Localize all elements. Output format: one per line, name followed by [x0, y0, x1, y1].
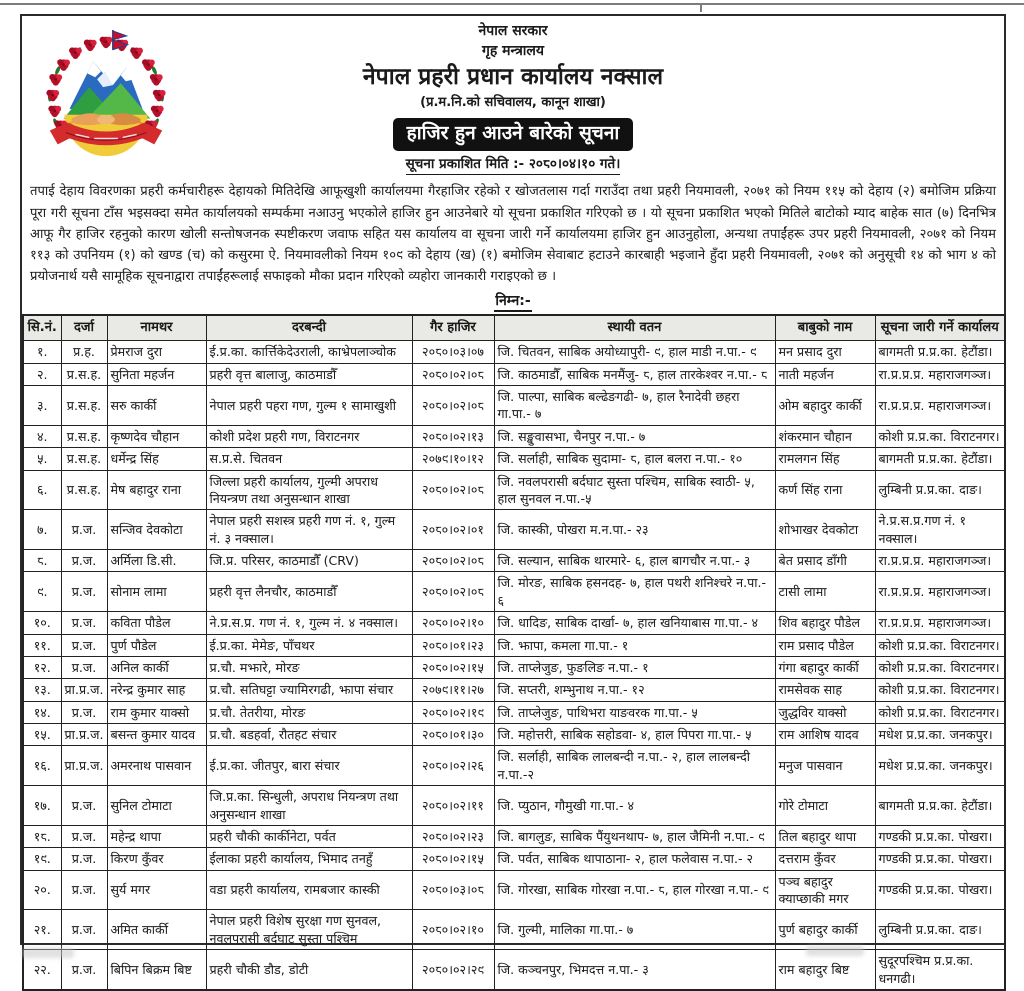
- table-cell: बागमती प्र.प्र.का. हेटौंडा।: [875, 341, 1005, 363]
- table-cell: जि. गोरखा, साबिक गोरखा न.पा.- ८, हाल गोरखा न.पा.- ९: [494, 870, 775, 910]
- table-cell: २०८०।०२।०८: [412, 572, 494, 612]
- table-cell: २०८०।०२।०८: [412, 470, 494, 510]
- table-cell: जि. प्युठान, गौमुखी गा.पा.- ४: [494, 786, 775, 826]
- table-cell: २२.: [23, 950, 61, 990]
- table-cell: राम कुमार याक्सो: [107, 701, 206, 723]
- table-cell: १८.: [23, 825, 61, 847]
- table-cell: प्र.ह.: [61, 341, 107, 363]
- table-cell: कोशी प्र.प्र.का. विराटनगर।: [875, 425, 1005, 447]
- table-cell: लुम्बिनी प्र.प्र.का. दाङ।: [875, 470, 1005, 510]
- table-cell: मधेश प्र.प्र.का. जनकपुर।: [875, 746, 1005, 786]
- table-cell: प्रेमराज दुरा: [107, 341, 206, 363]
- table-cell: २०७९।१०।१२: [412, 448, 494, 470]
- table-cell: बागमती प्र.प्र.का. हेटौंडा।: [875, 786, 1005, 826]
- office-name: नेपाल प्रहरी प्रधान कार्यालय नक्साल: [362, 64, 664, 91]
- table-cell: शंकरमान चौहान: [775, 425, 875, 447]
- table-cell: ११.: [23, 634, 61, 656]
- table-cell: जिल्ला प्रहरी कार्यालय, गुल्मी अपराध नियन्त्रण तथा अनुसन्धान शाखा: [206, 470, 412, 510]
- table-cell: प्रहरी चौकी डौड, डोटी: [206, 950, 412, 990]
- table-cell: रा.प्र.प्र.प्र. महाराजगञ्ज।: [875, 550, 1005, 572]
- table-cell: जि. झापा, कमला गा.पा.- १: [494, 634, 775, 656]
- table-row: [23, 550, 1005, 572]
- table-cell: कविता पौडेल: [107, 612, 206, 634]
- table-cell: २०८०।०३।०८: [412, 870, 494, 910]
- table-cell: जि. महोत्तरी, साबिक सहोडवा- ४, हाल पिपरा गा.पा.- ५: [494, 724, 775, 746]
- ministry-name: गृह मन्त्रालय: [481, 43, 545, 60]
- table-cell: अमित कार्की: [107, 910, 206, 950]
- table-cell: दत्तराम कुँवर: [775, 848, 875, 870]
- table-cell: सुनिल टोमाटा: [107, 786, 206, 826]
- table-row: [23, 386, 1005, 426]
- table-cell: २०८०।०२।०८: [412, 363, 494, 385]
- table-cell: वडा प्रहरी कार्यालय, रामबजार कास्की: [206, 870, 412, 910]
- table-cell: ई.प्र.का. कार्त्तिकेदेउराली, काभ्रेपलाञ्चोक: [206, 341, 412, 363]
- table-cell: लुम्बिनी प्र.प्र.का. दाङ।: [875, 910, 1005, 950]
- table-cell: प्र.ज.: [61, 572, 107, 612]
- government-name: नेपाल सरकार: [478, 23, 548, 39]
- table-row: [23, 425, 1005, 447]
- table-cell: २०८०।०२।१५: [412, 848, 494, 870]
- table-cell: १९.: [23, 848, 61, 870]
- table-cell: अर्मिला डि.सी.: [107, 550, 206, 572]
- table-cell: २०८०।०२।०१: [412, 510, 494, 550]
- table-cell: नेपाल प्रहरी पहरा गण, गुल्म १ सामाखुशी: [206, 386, 412, 426]
- table-cell: जि. सर्लाही, साबिक सुदामा- ८, हाल बलरा न.पा.- १०: [494, 448, 775, 470]
- scan-artifact-tick: [700, 3, 702, 12]
- table-cell: जि. धादिङ, साबिक दार्खा- ७, हाल खनियाबास गा.पा.- ४: [494, 612, 775, 634]
- table-row: [23, 470, 1005, 510]
- table-cell: २०८०।०२।१३: [412, 425, 494, 447]
- table-cell: जि. नवलपरासी बर्दघाट सुस्ता पश्चिम, साबिक स्वाठी- ५, हाल सुनवल न.पा.-५: [494, 470, 775, 510]
- table-cell: ई.प्र.का. जीतपुर, बारा संचार: [206, 746, 412, 786]
- table-cell: कोशी प्र.प्र.का. विराटनगर।: [875, 634, 1005, 656]
- table-cell: रामलगन सिंह: [775, 448, 875, 470]
- notice-table-body: [23, 341, 1005, 990]
- notice-paragraph: तपाई देहाय विवरणका प्रहरी कर्मचारीहरू देहायको मितिदेखि आफूखुशी कार्यालयमा गैरहाजिर रहेको र खोजतलास गर्दा गराउँदा तथा प्रहरी नियमावली, २०७१ को नियम ११५ को देहाय (२) बमोजिम प्रक्रिया पूरा गरी सूचना टाँस भइसक्दा समेत कार्यालयको सम्पर्कमा नआउनु भएकोले हाजिर हुन आउनेबारे यो सूचना प्रकाशित गरिएको छ । यो सूचना प्रकाशित भएको मितिले बाटोको म्याद बाहेक सात (७) दिनभित्र आफू गैर हाजिर रहनुको कारण खोली सन्तोषजनक स्पष्टीकरण जवाफ सहित यस कार्यालय वा सूचना जारी गर्ने कार्यालयमा हाजिर हुन आउनुहोला, अन्यथा तपाईंहरू उपर प्रहरी नियमावली, २०७१ को नियम ११३ को उपनियम (१) को खण्ड (च) को कसुरमा ऐ. नियमावलीको नियम १०९ को देहाय (ख) (१) बमोजिम सेवाबाट हटाउने कारबाही भइजाने हुँदा प्रहरी नियमावली, २०७१ को अनुसूची १४ को भाग ४ को प्रयोजनार्थ यसै सामूहिक सूचनाद्वारा तपाईंहरूलाई सफाइको मौका प्रदान गरिएको व्यहोरा जानकारी गराइएको छ ।: [30, 184, 996, 285]
- table-cell: प्र.स.ह.: [61, 363, 107, 385]
- scan-artifact-smudge: [22, 948, 74, 958]
- absentee-table: [22, 314, 1006, 991]
- table-cell: तिल बहादुर थापा: [775, 825, 875, 847]
- table-cell: मनुज पासवान: [775, 746, 875, 786]
- table-cell: प्र.ज.: [61, 786, 107, 826]
- table-cell: ६.: [23, 470, 61, 510]
- table-cell: प्रहरी वृत्त लैनचौर, काठमाडौँ: [206, 572, 412, 612]
- table-cell: प्र.ज.: [61, 510, 107, 550]
- table-cell: २.: [23, 363, 61, 385]
- table-cell: नाती महर्जन: [775, 363, 875, 385]
- table-cell: प्र.ज.: [61, 612, 107, 634]
- table-cell: सुनिता महर्जन: [107, 363, 206, 385]
- table-cell: प्र.ज.: [61, 656, 107, 678]
- table-cell: ईलाका प्रहरी कार्यालय, भिमाद तनहुँ: [206, 848, 412, 870]
- table-row: [23, 746, 1005, 786]
- table-cell: प्र.ज.: [61, 701, 107, 723]
- table-cell: प्र.चौ. मझारे, मोरङ: [206, 656, 412, 678]
- table-row: [23, 701, 1005, 723]
- table-cell: २०८०।०१।३०: [412, 724, 494, 746]
- table-cell: २०८०।०२।२३: [412, 825, 494, 847]
- table-row: [23, 656, 1005, 678]
- table-cell: जि. कञ्चनपुर, भिमदत्त न.पा.- ३: [494, 950, 775, 990]
- table-row: [23, 825, 1005, 847]
- table-cell: १४.: [23, 701, 61, 723]
- table-cell: प्र.स.ह.: [61, 425, 107, 447]
- col-father-name: बाबुको नाम: [775, 315, 875, 340]
- col-permanent-address: स्थायी वतन: [494, 315, 775, 340]
- table-cell: रा.प्र.प्र.प्र. महाराजगञ्ज।: [875, 572, 1005, 612]
- table-cell: ८.: [23, 550, 61, 572]
- table-cell: जि. पर्वत, साबिक थापाठाना- २, हाल फलेवास न.पा.- २: [494, 848, 775, 870]
- notice-title: हाजिर हुन आउने बारेको सूचना: [393, 118, 634, 151]
- table-cell: प्र.स.ह.: [61, 470, 107, 510]
- table-row: [23, 679, 1005, 701]
- table-cell: २०.: [23, 870, 61, 910]
- table-header-row: [23, 315, 1005, 340]
- table-row: [23, 910, 1005, 950]
- table-cell: कोशी प्र.प्र.का. विराटनगर।: [875, 701, 1005, 723]
- table-cell: जि. मोरङ, साबिक हसनदह- ७, हाल पथरी शनिश्चरे न.पा.- ६: [494, 572, 775, 612]
- section-name: (प्र.म.नि.को सचिवालय, कानून शाखा): [420, 95, 606, 111]
- table-cell: प्र.चौ. सतिघट्टा ज्यामिरगढी, झापा संचार: [206, 679, 412, 701]
- table-cell: २०८०।०२।०८: [412, 386, 494, 426]
- table-cell: सोनाम लामा: [107, 572, 206, 612]
- table-row: [23, 363, 1005, 385]
- table-cell: धर्मेन्द्र सिंह: [107, 448, 206, 470]
- table-cell: प्र.चौ. बडहर्वा, रौतहट संचार: [206, 724, 412, 746]
- table-cell: जि. काठमाडौँ, साबिक मनमैंजु- ८, हाल तारकेश्वर न.पा.- ८: [494, 363, 775, 385]
- table-cell: प्रहरी वृत्त बालाजु, काठमाडौँ: [206, 363, 412, 385]
- table-cell: ९.: [23, 572, 61, 612]
- table-cell: कोशी प्र.प्र.का. विराटनगर।: [875, 656, 1005, 678]
- table-row: [23, 510, 1005, 550]
- table-row: [23, 572, 1005, 612]
- table-cell: पञ्च बहादुर क्याप्छाकी मगर: [775, 870, 875, 910]
- table-cell: सुदूरपश्चिम प्र.प्र.का. धनगढी।: [875, 950, 1005, 990]
- table-cell: पुर्ण पौडेल: [107, 634, 206, 656]
- table-cell: प्र.स.ह.: [61, 386, 107, 426]
- table-header: [23, 315, 1005, 340]
- table-cell: प्रा.प्र.ज.: [61, 679, 107, 701]
- table-cell: राम प्रसाद पौडेल: [775, 634, 875, 656]
- scan-artifact-topline: [0, 3, 1024, 5]
- table-cell: नेपाल प्रहरी विशेष सुरक्षा गण सुनवल, नवलपरासी बर्दघाट सुस्ता पश्चिम: [206, 910, 412, 950]
- table-cell: प्र.ज.: [61, 634, 107, 656]
- table-cell: अमरनाथ पासवान: [107, 746, 206, 786]
- table-cell: किरण कुँवर: [107, 848, 206, 870]
- table-cell: २०८०।०२।०८: [412, 550, 494, 572]
- table-cell: २०८०।०२।२६: [412, 746, 494, 786]
- table-cell: प्र.ज.: [61, 848, 107, 870]
- table-cell: गंगा बहादुर कार्की: [775, 656, 875, 678]
- table-cell: गण्डकी प्र.प्र.का. पोखरा।: [875, 825, 1005, 847]
- table-cell: प्र.ज.: [61, 950, 107, 990]
- list-heading: [22, 291, 1004, 310]
- table-row: [23, 724, 1005, 746]
- table-cell: जि. चितवन, साबिक अयोध्यापुरी- ९, हाल माडी न.पा.- ९: [494, 341, 775, 363]
- table-cell: १५.: [23, 724, 61, 746]
- col-serial: सि.नं.: [23, 315, 61, 340]
- table-cell: प्रा.प्र.ज.: [61, 724, 107, 746]
- col-posting: दरबन्दी: [206, 315, 412, 340]
- table-cell: १.: [23, 341, 61, 363]
- list-heading-text: निम्न:-: [494, 293, 531, 312]
- table-cell: जुद्धविर याक्सो: [775, 701, 875, 723]
- table-row: [23, 612, 1005, 634]
- table-cell: गण्डकी प्र.प्र.का. पोखरा।: [875, 870, 1005, 910]
- table-cell: महेन्द्र थापा: [107, 825, 206, 847]
- table-cell: १६.: [23, 746, 61, 786]
- table-row: [23, 634, 1005, 656]
- table-cell: नरेन्द्र कुमार साह: [107, 679, 206, 701]
- table-cell: बेत प्रसाद डाँगी: [775, 550, 875, 572]
- table-cell: १०.: [23, 612, 61, 634]
- scan-artifact-smudge: [806, 946, 864, 956]
- table-cell: ३.: [23, 386, 61, 426]
- table-cell: २०८०।०२।१९: [412, 701, 494, 723]
- table-cell: जि. सल्यान, साबिक थारमारे- ६, हाल बागचौर न.पा.- ३: [494, 550, 775, 572]
- table-cell: जि. गुल्मी, मालिका गा.पा.- ७: [494, 910, 775, 950]
- table-cell: मधेश प्र.प्र.का. जनकपुर।: [875, 724, 1005, 746]
- table-cell: राम बहादुर बिष्ट: [775, 950, 875, 990]
- table-cell: गोरे टोमाटा: [775, 786, 875, 826]
- nepal-police-emblem-icon: [32, 28, 180, 166]
- table-cell: सरु कार्की: [107, 386, 206, 426]
- table-row: [23, 848, 1005, 870]
- table-cell: शिव बहादुर पौडेल: [775, 612, 875, 634]
- col-rank: दर्जा: [61, 315, 107, 340]
- table-cell: ५.: [23, 448, 61, 470]
- table-cell: बसन्त कुमार यादव: [107, 724, 206, 746]
- table-cell: प्रहरी चौकी कार्कीनेटा, पर्वत: [206, 825, 412, 847]
- table-cell: २०८०।०२।१०: [412, 910, 494, 950]
- table-cell: जि. सप्तरी, शम्भुनाथ न.पा.- १२: [494, 679, 775, 701]
- table-cell: १२.: [23, 656, 61, 678]
- table-cell: जि.प्र. परिसर, काठमाडौँ (CRV): [206, 550, 412, 572]
- table-cell: जि. कास्की, पोखरा म.न.पा.- २३: [494, 510, 775, 550]
- table-cell: प्र.ज.: [61, 825, 107, 847]
- table-cell: कृष्णदेव चौहान: [107, 425, 206, 447]
- table-cell: मेष बहादुर राना: [107, 470, 206, 510]
- table-cell: टासी लामा: [775, 572, 875, 612]
- table-cell: प्र.ज.: [61, 550, 107, 572]
- col-name: नामथर: [107, 315, 206, 340]
- table-cell: पुर्ण बहादुर कार्की: [775, 910, 875, 950]
- table-cell: कोशी प्रदेश प्रहरी गण, विराटनगर: [206, 425, 412, 447]
- table-cell: बागमती प्र.प्र.का. हेटौंडा।: [875, 448, 1005, 470]
- table-cell: जि. बागलुङ, साबिक पैंयुथनथाप- ७, हाल जैमिनी न.पा.- ९: [494, 825, 775, 847]
- table-cell: कर्ण सिंह राना: [775, 470, 875, 510]
- table-cell: अनिल कार्की: [107, 656, 206, 678]
- table-cell: प्र.ज.: [61, 910, 107, 950]
- table-cell: २०८०।०२।१०: [412, 612, 494, 634]
- notice-document: [20, 14, 1006, 986]
- table-cell: प्र.स.ह.: [61, 448, 107, 470]
- table-cell: प्र.चौ. तेतरीया, मोरङ: [206, 701, 412, 723]
- table-row: [23, 870, 1005, 910]
- table-cell: शोभाखर देवकोटा: [775, 510, 875, 550]
- table-cell: रा.प्र.प्र.प्र. महाराजगञ्ज।: [875, 612, 1005, 634]
- table-cell: ने.प्र.स.प्र.गण नं. १ नक्साल।: [875, 510, 1005, 550]
- table-cell: जि. सङ्खुवासभा, चैनपुर न.पा.- ७: [494, 425, 775, 447]
- table-cell: ७.: [23, 510, 61, 550]
- table-cell: ओम बहादुर कार्की: [775, 386, 875, 426]
- table-cell: जि. ताप्लेजुङ, फुङलिङ न.पा.- १: [494, 656, 775, 678]
- table-row: [23, 448, 1005, 470]
- table-cell: सन्जिव देवकोटा: [107, 510, 206, 550]
- table-cell: १७.: [23, 786, 61, 826]
- table-cell: मन प्रसाद दुरा: [775, 341, 875, 363]
- table-cell: रा.प्र.प्र.प्र. महाराजगञ्ज।: [875, 386, 1005, 426]
- table-cell: २१.: [23, 910, 61, 950]
- published-date: सूचना प्रकाशित मिति :- २०८०।०४।१० गते।: [406, 156, 621, 176]
- table-cell: १३.: [23, 679, 61, 701]
- table-cell: राम आशिष यादव: [775, 724, 875, 746]
- table-cell: २०८०।०२।११: [412, 786, 494, 826]
- table-cell: २०८०।०२।१५: [412, 656, 494, 678]
- table-cell: प्रा.प्र.ज.: [61, 746, 107, 786]
- table-cell: रामसेवक साह: [775, 679, 875, 701]
- table-row: [23, 341, 1005, 363]
- table-cell: प्र.ज.: [61, 870, 107, 910]
- table-cell: ४.: [23, 425, 61, 447]
- table-cell: २०८०।०३।०७: [412, 341, 494, 363]
- table-cell: जि.प्र.का. सिन्धुली, अपराध नियन्त्रण तथा अनुसन्धान शाखा: [206, 786, 412, 826]
- table-row: [23, 786, 1005, 826]
- table-cell: जि. ताप्लेजुङ, पाथिभरा याङवरक गा.पा.- ५: [494, 701, 775, 723]
- table-cell: २०८०।०२।२९: [412, 950, 494, 990]
- col-absent-date: गैर हाजिर: [412, 315, 494, 340]
- table-cell: गण्डकी प्र.प्र.का. पोखरा।: [875, 848, 1005, 870]
- table-cell: कोशी प्र.प्र.का. विराटनगर।: [875, 679, 1005, 701]
- table-cell: सुर्य मगर: [107, 870, 206, 910]
- table-cell: ने.प्र.स.प्र. गण नं. १, गुल्म नं. ४ नक्साल।: [206, 612, 412, 634]
- table-cell: स.प्र.से. चितवन: [206, 448, 412, 470]
- table-cell: २०७९।११।२७: [412, 679, 494, 701]
- table-cell: रा.प्र.प्र.प्र. महाराजगञ्ज।: [875, 363, 1005, 385]
- table-cell: नेपाल प्रहरी सशस्त्र प्रहरी गण नं. १, गुल्म नं. ३ नक्साल।: [206, 510, 412, 550]
- col-issuing-office: सूचना जारी गर्ने कार्यालय: [875, 315, 1005, 340]
- table-cell: २०८०।०१।२३: [412, 634, 494, 656]
- table-cell: बिपिन बिक्रम बिष्ट: [107, 950, 206, 990]
- table-cell: ई.प्र.का. मेमेङ, पाँचथर: [206, 634, 412, 656]
- table-cell: जि. पाल्पा, साबिक बल्ढेङगढी- ७, हाल रैनादेवी छहरा गा.पा.- ७: [494, 386, 775, 426]
- table-cell: जि. सर्लाही, साबिक लालबन्दी न.पा.- २, हाल लालबन्दी न.पा.-२: [494, 746, 775, 786]
